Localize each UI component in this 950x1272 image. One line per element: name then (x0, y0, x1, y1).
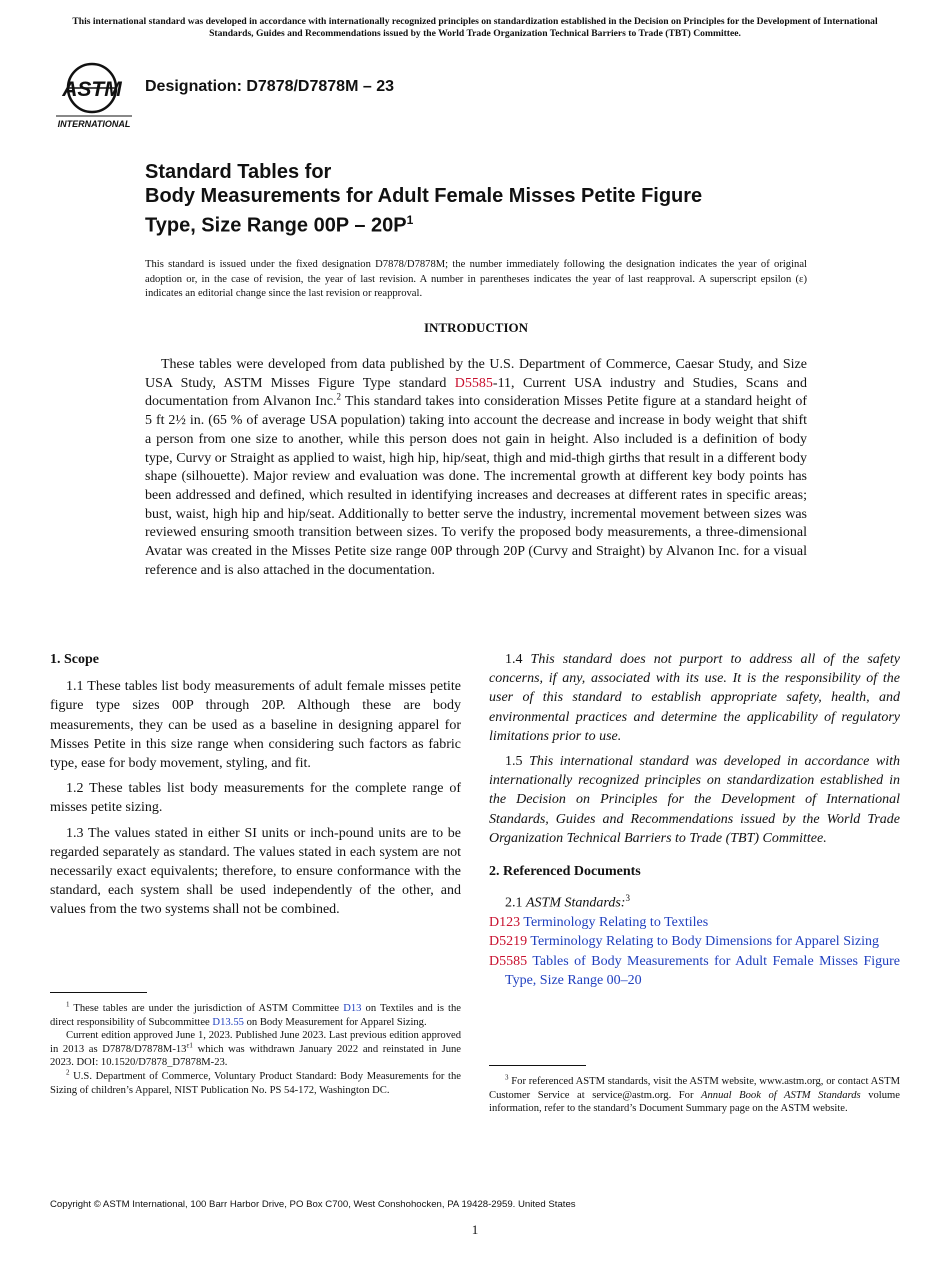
scope-1-5-number: 1.5 (505, 754, 523, 770)
footnotes-left (50, 1002, 461, 1097)
astm-standards-label (505, 889, 900, 913)
copyright-line: Copyright © ASTM International, 100 Barr Harbor Drive, PO Box C700, West Conshohocken, PA 19428-2959. United States (50, 1199, 576, 1210)
referenced-item-d5585[interactable] (489, 952, 900, 990)
international-standard-notice: This international standard was developed in accordance with internationally recognized principles on standardization established in the Decision on Principles for the Development of International Standards, Guides and Recommendations issued by the World Trade Organization Technical Barriers to Trade (TBT) Committee. (72, 16, 878, 39)
footnote-3-italic: Annual Book of ASTM Standards (701, 1089, 861, 1101)
astm-logo (52, 58, 136, 130)
ref-title-d5219[interactable]: Terminology Relating to Body Dimensions for Apparel Sizing (530, 934, 879, 950)
footnote-1-text-b: on Textiles and is the direct responsibility of Subcommittee (50, 1003, 461, 1028)
intro-text-a: These tables were developed from data published by the U.S. Department of Commerce, Caesar Study, and Size USA Study, ASTM Misses Figure Type standard (145, 357, 807, 391)
astm-standards-footnote-mark[interactable]: 3 (625, 893, 630, 904)
footnote-divider-right (489, 1065, 586, 1066)
document-title (145, 160, 845, 238)
footnote-1-text-a: These tables are under the jurisdiction of ASTM Committee (73, 1003, 344, 1014)
title-line-2: Body Measurements for Adult Female Misses Petite Figure (145, 185, 703, 207)
astm-logo-subtitle: INTERNATIONAL (57, 119, 131, 129)
scope-heading: 1. Scope (50, 652, 99, 667)
scope-1-5: This international standard was developed in accordance with internationally recognized principles on standardization established in the Decision on Principles for the Development of International Standards, Guides and Recommendations issued by the World Trade Organization Technical Barriers to Trade (TBT) Committee. (489, 754, 901, 846)
intro-text-c: This standard takes into consideration Misses Petite figure at a standard height of 5 ft 2½ in. (65 % of average USA population) taking into account the decrease and increase in body weight that shift a person from one size to another, while this person does not gain in height. Also included is a definition of body type, Curvy or Straight as applied to waist, high hip, hip/seat, thigh and mid-thigh girths that result in a different body shape (silhouette). Major review and evaluation was done. The incremental growth at different key body points has been addressed and defined, which resulted in identifying increases and decreases at different rates in specific areas; bust, waist, high hip and hip/seat. Additionally to better serve the industry, incremental movement between sizes was reviewed ensuring smooth transition between sizes. To verify the proposed body measurements, a three-dimensional Avatar was created in the Misses Petite size range 00P through 20P (Curvy and Straight) by Alvanon Inc. for a visual reference and is also attached in the documentation. (145, 394, 808, 578)
footnote-3-text-a: For referenced ASTM standards, visit the ASTM website, www.astm.org, or contact ASTM Customer Service at service@astm.org. For (489, 1076, 900, 1101)
footnote-2-text: U.S. Department of Commerce, Voluntary Product Standard: Body Measurements for the Sizing of children’s Apparel, NIST Publication No. PS 54-172, Washington DC. (50, 1070, 462, 1096)
title-footnote-mark[interactable]: 1 (406, 213, 414, 227)
astm-logo-letters: ASTM (62, 78, 122, 101)
left-column (50, 650, 461, 926)
ref-title-d5585[interactable]: Tables of Body Measurements for Adult Female Misses Figure Type, Size Range 00–20 (505, 953, 901, 988)
referenced-item-d123[interactable] (489, 913, 900, 932)
footnote-link-d13[interactable]: D13 (343, 1003, 362, 1014)
scope-1-2: 1.2 These tables list body measurements for the complete range of misses petite sizing. (50, 781, 461, 816)
edition-text-a: Current edition approved June 1, 2023. Published June 2023. Last previous edition approved in 2013 as D7878/D7878M-13 (50, 1030, 461, 1055)
footnote-1-text-c: on Body Measurement for Apparel Sizing. (243, 1016, 427, 1028)
astm-standards-text: ASTM Standards: (526, 895, 626, 911)
ref-code-d5585[interactable]: D5585 (489, 953, 528, 969)
ref-code-d5219[interactable]: D5219 (489, 934, 528, 950)
scope-1-3: 1.3 The values stated in either SI units or inch-pound units are to be regarded separately as standard. The values stated in each system are not necessarily exact equivalents; therefore, to ensure conformance with the standard, each system shall be used independently of the other, and values from the two systems shall not be combined. (50, 825, 461, 918)
referenced-documents-heading: 2. Referenced Documents (489, 864, 641, 880)
ref-title-d123[interactable]: Terminology Relating to Textiles (523, 915, 709, 931)
issued-note: This standard is issued under the fixed designation D7878/D7878M; the number immediately following the designation indicates the year of original adoption or, in the case of revision, the year of last revision. A number in parentheses indicates the year of last reapproval. A superscript epsilon (ε) indicates an editorial change since the last revision or reapproval. (145, 259, 807, 299)
footnote-link-d13-55[interactable]: D13.55 (212, 1016, 244, 1028)
title-line-1: Standard Tables for (145, 161, 332, 183)
right-column (489, 650, 900, 990)
referenced-item-d5219[interactable] (489, 932, 900, 951)
astm-standards-number: 2.1 (505, 895, 523, 911)
introduction-text (145, 356, 807, 580)
edition-epsilon: ε1 (186, 1041, 193, 1050)
designation: Designation: D7878/D7878M – 23 (145, 78, 394, 95)
page-number: 1 (471, 1222, 479, 1237)
scope-1-1: 1.1 These tables list body measurements of adult female misses petite figure type sizes 00P through 20P. Although these are body measurements, they can be used as a baseline in designing apparel for Misses Petite in this size range when considering such factors as fabric type, ease for body movement, styling, and fit. (50, 679, 461, 772)
footnote-divider-left (50, 992, 147, 993)
intro-footnote-mark[interactable]: 2 (336, 391, 342, 402)
footnote-3-text-b: volume information, refer to the standard’s Document Summary page on the ASTM website. (489, 1089, 900, 1115)
footnote-1-mark: 1 (66, 1000, 70, 1009)
scope-1-4: This standard does not purport to address all of the safety concerns, if any, associated with its use. It is the responsibility of the user of this standard to establish appropriate safety, health, and environmental practices and determine the applicability of regulatory limitations prior to use. (489, 652, 901, 744)
intro-text-b: -11, Current USA industry and Studies, Scans and documentation from Alvanon Inc. (145, 375, 807, 410)
footnote-3-mark: 3 (505, 1073, 509, 1082)
edition-text-b: which was withdrawn January 2022 and reinstated in June 2023. DOI: 10.1520/D7878_D7878M-23. (50, 1043, 462, 1069)
title-line-3: Type, Size Range 00P – 20P (145, 214, 407, 237)
scope-1-4-number: 1.4 (505, 652, 523, 667)
introduction-heading: INTRODUCTION (423, 320, 528, 335)
footnote-right (489, 1075, 900, 1116)
intro-link-d5585[interactable]: D5585 (454, 375, 493, 391)
footnote-2-mark: 2 (66, 1068, 70, 1077)
ref-code-d123[interactable]: D123 (489, 915, 521, 931)
